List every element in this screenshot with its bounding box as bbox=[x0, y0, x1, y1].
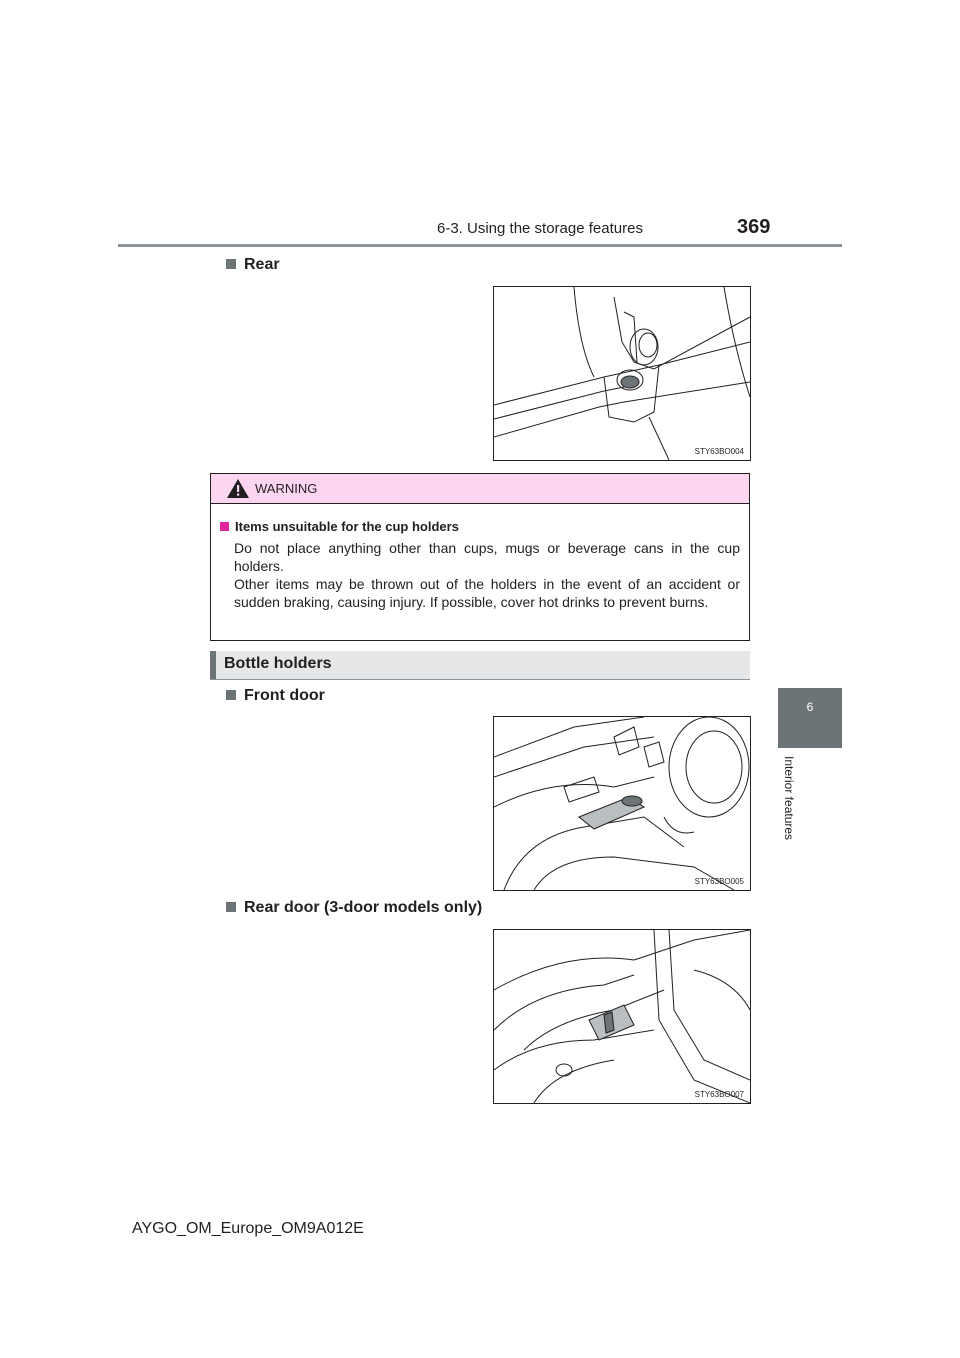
rear-cup-holder-figure bbox=[493, 286, 751, 461]
chapter-label-container bbox=[782, 756, 802, 866]
rear-door-heading-text: Rear door (3-door models only) bbox=[244, 899, 483, 916]
chapter-label: Interior features bbox=[782, 756, 796, 841]
warning-paragraph: Do not place anything other than cups, mugs or beverage cans in the cup holders. bbox=[234, 540, 740, 574]
warning-triangle-icon bbox=[226, 478, 250, 499]
square-bullet-icon bbox=[220, 522, 229, 531]
front-door-bottle-figure bbox=[493, 716, 751, 891]
warning-box bbox=[210, 473, 750, 641]
figure-id: STY63BO005 bbox=[694, 877, 744, 886]
bottle-holders-heading-text: Bottle holders bbox=[224, 655, 332, 672]
front-door-heading bbox=[226, 687, 325, 705]
bottle-holders-heading bbox=[210, 651, 750, 680]
figure-id: STY63BO004 bbox=[694, 447, 744, 456]
figure-id: STY63BO007 bbox=[694, 1090, 744, 1099]
square-bullet-icon bbox=[226, 259, 236, 269]
square-bullet-icon bbox=[226, 690, 236, 700]
rear-door-bottle-figure bbox=[493, 929, 751, 1104]
warning-label: WARNING bbox=[255, 481, 318, 496]
rear-door-heading bbox=[226, 899, 482, 917]
header-divider bbox=[118, 244, 842, 247]
page-number: 369 bbox=[737, 216, 771, 238]
rear-console-illustration bbox=[494, 287, 750, 460]
front-door-illustration bbox=[494, 717, 750, 890]
square-bullet-icon bbox=[226, 902, 236, 912]
heading-accent-bar bbox=[210, 651, 216, 679]
warning-title bbox=[220, 518, 740, 536]
warning-body bbox=[211, 504, 749, 611]
chapter-tab bbox=[778, 688, 842, 748]
warning-title-text: Items unsuitable for the cup holders bbox=[235, 519, 459, 534]
rear-heading bbox=[226, 256, 280, 274]
rear-heading-text: Rear bbox=[244, 256, 280, 273]
warning-paragraph: Other items may be thrown out of the holders in the event of an accident or sudden braking, causing injury. If possible, cover hot drinks to prevent burns. bbox=[234, 576, 740, 610]
warning-header bbox=[211, 474, 749, 504]
rear-door-illustration bbox=[494, 930, 750, 1103]
section-title: 6-3. Using the storage features bbox=[437, 220, 643, 237]
chapter-number: 6 bbox=[806, 700, 814, 714]
document-code: AYGO_OM_Europe_OM9A012E bbox=[132, 1220, 364, 1237]
front-door-heading-text: Front door bbox=[244, 687, 325, 704]
